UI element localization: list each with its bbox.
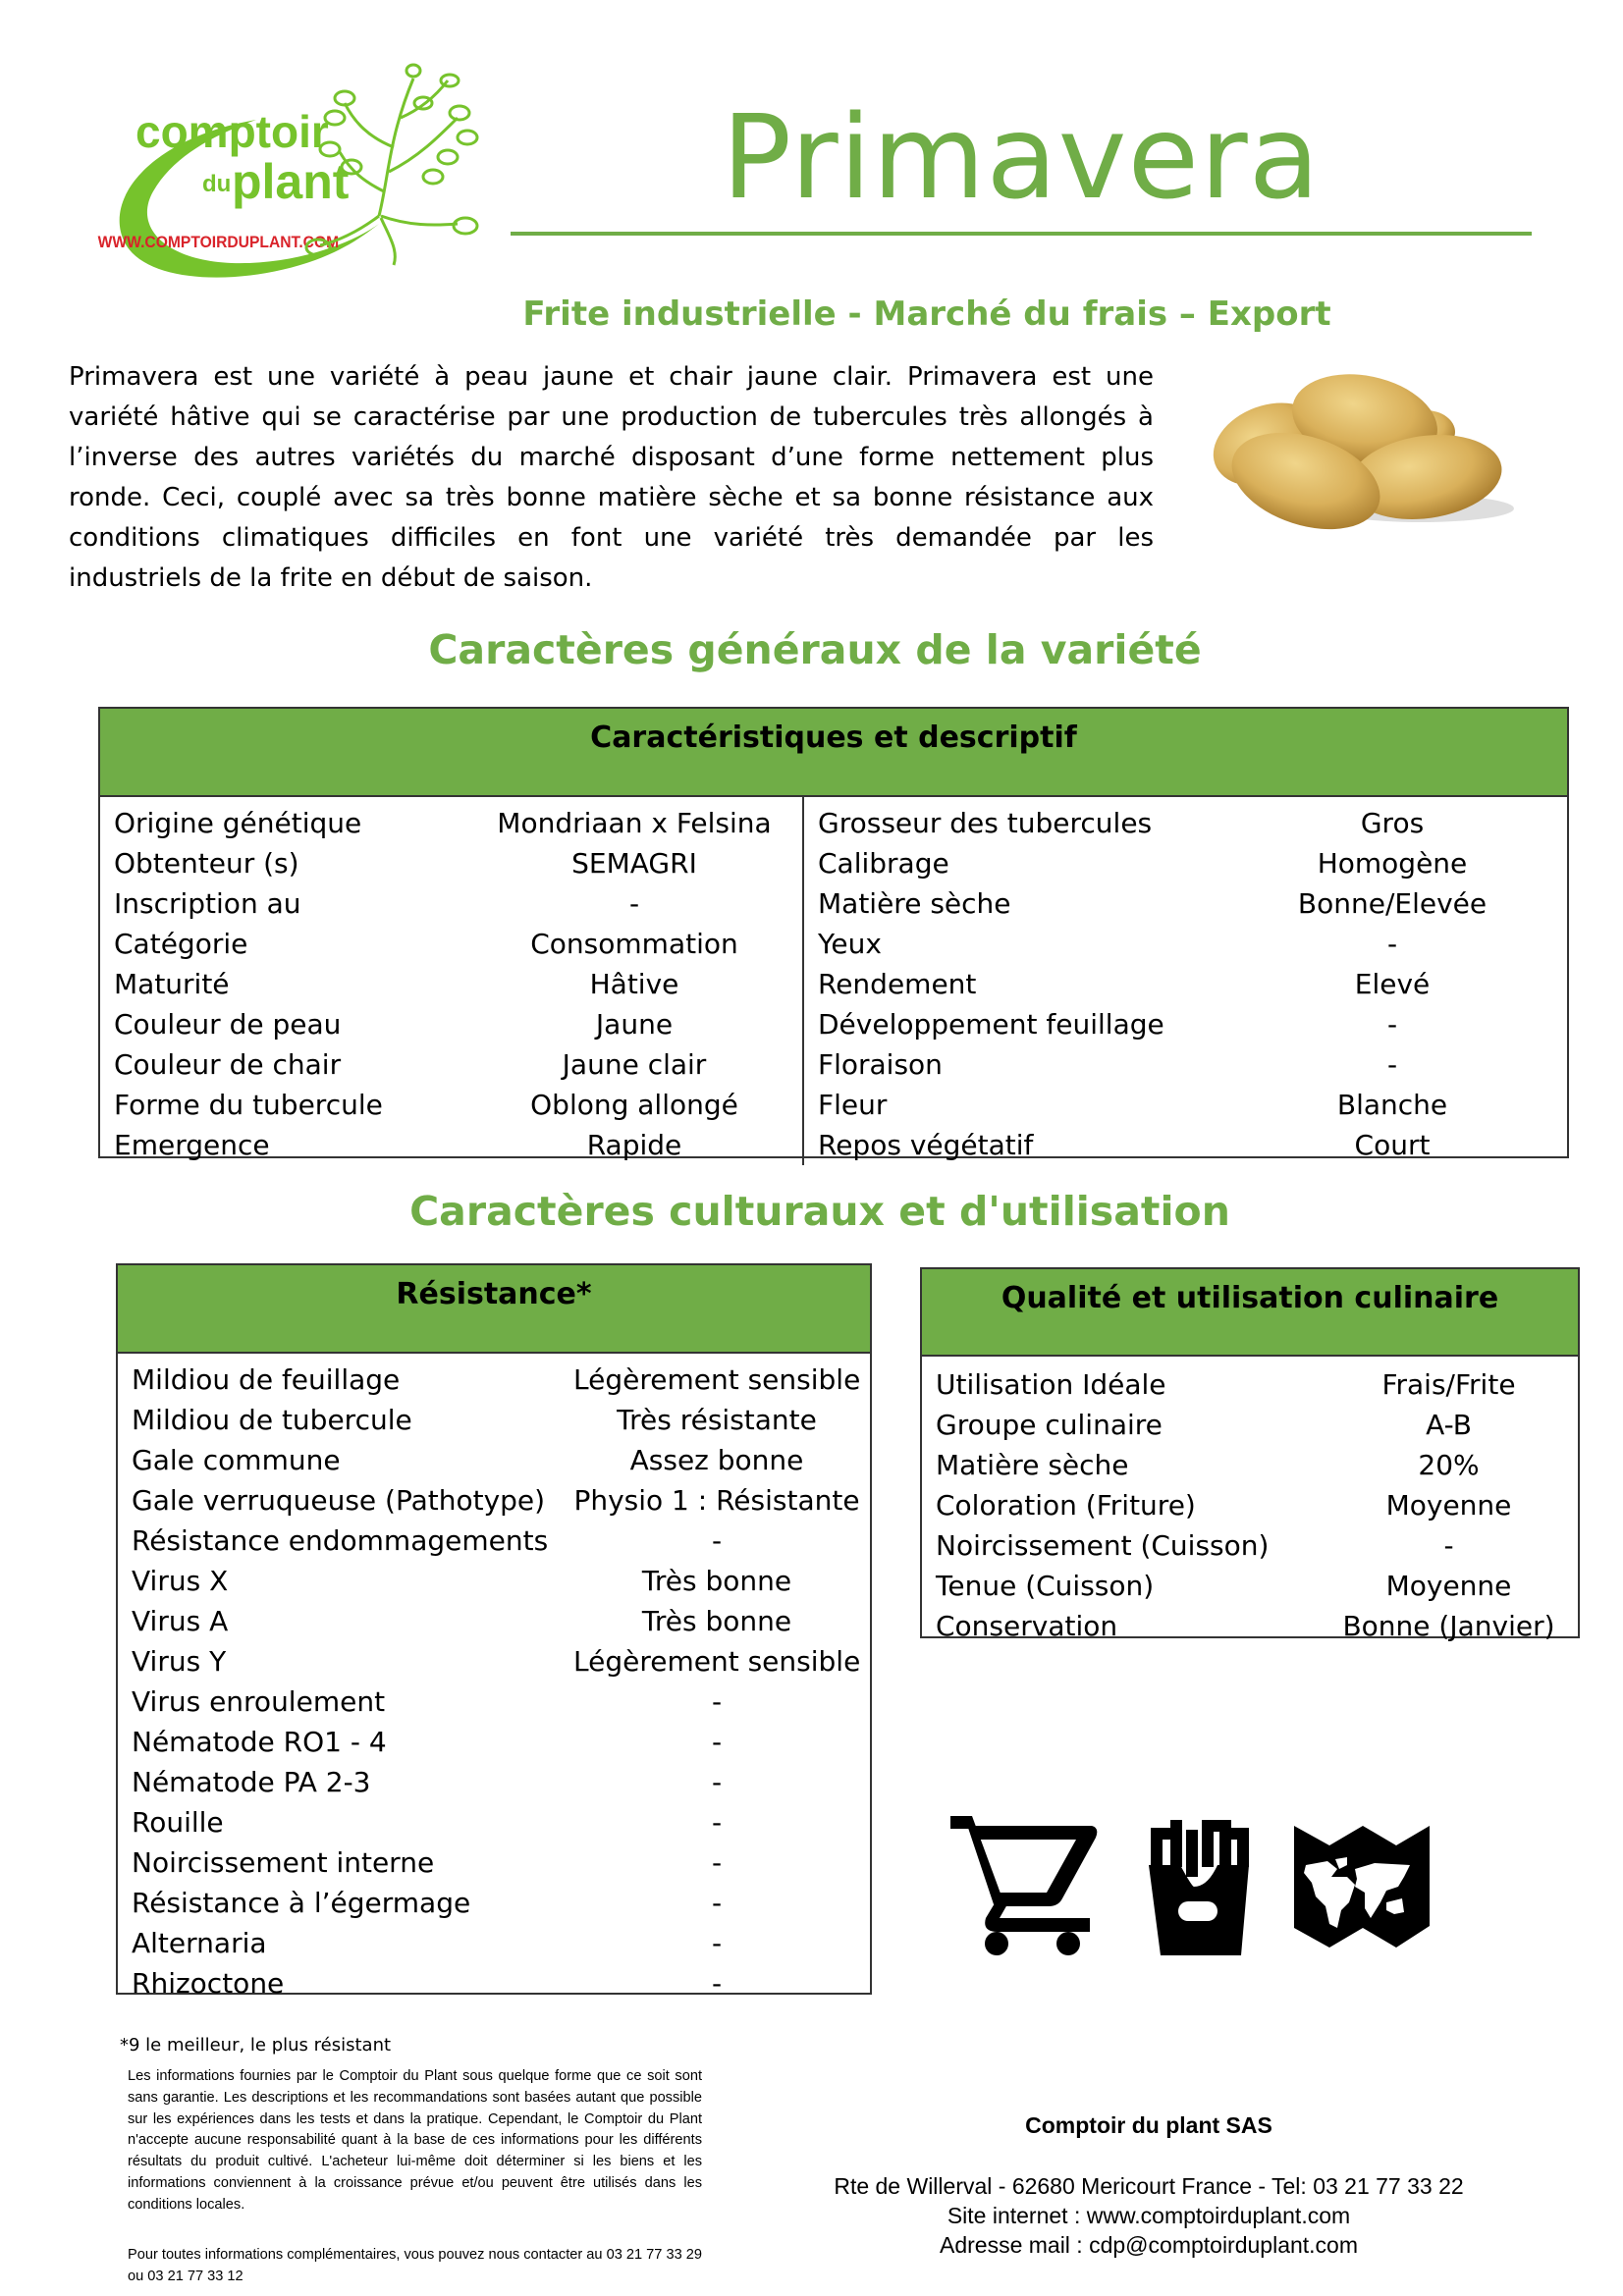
shopping-cart-icon	[950, 1816, 1097, 1955]
row-value: Frais/Frite	[1381, 1368, 1516, 1401]
table-row	[118, 1722, 870, 1762]
row-label: Calibrage	[818, 847, 949, 880]
company-name: Comptoir du plant SAS	[1025, 2112, 1272, 2138]
row-value: Très résistante	[617, 1404, 817, 1436]
row-label: Tenue (Cuisson)	[936, 1570, 1155, 1602]
table-row	[922, 1566, 1578, 1606]
table-row	[118, 1360, 870, 1400]
table-row	[100, 924, 802, 964]
row-label: Virus enroulement	[132, 1685, 386, 1718]
variety-title: Primavera	[722, 89, 1321, 225]
row-label: Résistance à l’égermage	[132, 1887, 471, 1919]
row-label: Gale commune	[132, 1444, 341, 1476]
row-value: -	[711, 1806, 723, 1839]
contact-note: Pour toutes informations complémentaires, vous pouvez nous contacter au 03 21 77 33 29 ou 03 21 77 33 12	[128, 2247, 702, 2284]
characteristics-table-header: Caractéristiques et descriptif	[100, 709, 1567, 797]
table-row	[100, 1125, 802, 1165]
row-value: Très bonne	[641, 1605, 792, 1637]
row-value: -	[1443, 1529, 1454, 1562]
row-label: Développement feuillage	[818, 1008, 1164, 1041]
table-row	[804, 883, 1567, 924]
table-row	[118, 1963, 870, 2003]
table-row	[804, 803, 1567, 843]
company-address: Rte de Willerval - 62680 Mericourt France - Tel: 03 21 77 33 22	[834, 2173, 1464, 2199]
row-label: Rhizoctone	[132, 1967, 285, 2000]
table-row	[100, 964, 802, 1004]
table-row	[118, 1440, 870, 1480]
table-row	[922, 1364, 1578, 1405]
row-label: Grosseur des tubercules	[818, 807, 1153, 839]
row-label: Groupe culinaire	[936, 1409, 1163, 1441]
row-value: Hâtive	[589, 968, 679, 1000]
row-value: Blanche	[1336, 1089, 1448, 1121]
company-info	[795, 2110, 1502, 2260]
table-row	[118, 1682, 870, 1722]
row-label: Conservation	[936, 1610, 1118, 1642]
row-label: Emergence	[114, 1129, 270, 1161]
row-value: -	[1386, 1008, 1398, 1041]
row-value: Physio 1 : Résistante	[573, 1484, 860, 1517]
row-label: Fleur	[818, 1089, 888, 1121]
row-value: Moyenne	[1385, 1489, 1512, 1522]
row-value: -	[711, 1685, 723, 1718]
row-label: Résistance endommagements	[132, 1524, 549, 1557]
row-label: Coloration (Friture)	[936, 1489, 1196, 1522]
row-value: -	[711, 1766, 723, 1798]
logo-website: WWW.COMPTOIRDUPLANT.COM	[97, 233, 340, 252]
characteristics-right-column	[804, 797, 1567, 1165]
row-label: Couleur de chair	[114, 1048, 342, 1081]
row-value: Rapide	[586, 1129, 682, 1161]
company-email[interactable]: Adresse mail : cdp@comptoirduplant.com	[939, 2232, 1359, 2258]
table-row	[118, 1883, 870, 1923]
table-row	[804, 964, 1567, 1004]
resistance-table-header: Résistance*	[118, 1265, 870, 1354]
row-label: Maturité	[114, 968, 230, 1000]
row-value: Assez bonne	[629, 1444, 804, 1476]
table-row	[118, 1641, 870, 1682]
row-value: Oblong allongé	[530, 1089, 738, 1121]
table-row	[118, 1802, 870, 1842]
table-row	[100, 1044, 802, 1085]
table-row	[118, 1400, 870, 1440]
resistance-footnote: *9 le meilleur, le plus résistant	[120, 2035, 392, 2056]
table-row	[100, 803, 802, 843]
row-label: Floraison	[818, 1048, 943, 1081]
row-value: Moyenne	[1385, 1570, 1512, 1602]
table-row	[804, 1044, 1567, 1085]
row-label: Rendement	[818, 968, 977, 1000]
row-value: Bonne (Janvier)	[1342, 1610, 1555, 1642]
row-value: -	[711, 1726, 723, 1758]
table-row	[922, 1445, 1578, 1485]
table-row	[804, 924, 1567, 964]
row-value: -	[711, 1524, 723, 1557]
row-label: Gale verruqueuse (Pathotype)	[132, 1484, 546, 1517]
row-label: Inscription au	[114, 887, 301, 920]
row-value: Elevé	[1354, 968, 1431, 1000]
row-label: Alternaria	[132, 1927, 267, 1959]
row-label: Virus X	[132, 1565, 229, 1597]
row-value: Court	[1354, 1129, 1431, 1161]
row-value: Jaune	[595, 1008, 674, 1041]
row-value: A-B	[1426, 1409, 1472, 1441]
row-value: -	[1386, 928, 1398, 960]
row-label: Obtenteur (s)	[114, 847, 299, 880]
potato-image	[1200, 361, 1524, 533]
table-row	[804, 1085, 1567, 1125]
company-website[interactable]: Site internet : www.comptoirduplant.com	[947, 2203, 1351, 2228]
row-value: Gros	[1360, 807, 1425, 839]
row-label: Couleur de peau	[114, 1008, 342, 1041]
row-label: Nématode PA 2-3	[132, 1766, 371, 1798]
row-value: -	[711, 1887, 723, 1919]
table-row	[922, 1525, 1578, 1566]
table-row	[100, 883, 802, 924]
row-label: Matière sèche	[818, 887, 1011, 920]
row-value: Légèrement sensible	[573, 1645, 861, 1678]
french-fries-icon	[1149, 1820, 1249, 1955]
row-value: Jaune clair	[562, 1048, 707, 1081]
logo-word-plant: plant	[232, 154, 350, 209]
table-row	[118, 1923, 870, 1963]
table-row	[804, 843, 1567, 883]
row-value: Bonne/Elevée	[1297, 887, 1488, 920]
row-label: Noircissement interne	[132, 1846, 435, 1879]
row-value: SEMAGRI	[571, 847, 697, 880]
row-value: -	[628, 887, 640, 920]
table-row	[100, 843, 802, 883]
row-value: -	[711, 1967, 723, 2000]
variety-subtitle: Frite industrielle - Marché du frais – Export	[522, 294, 1331, 334]
quality-table	[920, 1267, 1580, 1642]
row-label: Nématode RO1 - 4	[132, 1726, 387, 1758]
characteristics-table	[98, 707, 1569, 1161]
table-row	[118, 1521, 870, 1561]
table-row	[100, 1085, 802, 1125]
table-row	[804, 1125, 1567, 1165]
table-row	[118, 1842, 870, 1883]
table-row	[118, 1480, 870, 1521]
row-label: Utilisation Idéale	[936, 1368, 1166, 1401]
intro-paragraph: Primavera est une variété à peau jaune et chair jaune clair. Primavera est une variété hâtive qui se caractérise par une production de tubercules très allongés à l’inverse des autres variétés du marché disposant d’une forme nettement plus ronde. Ceci, couplé avec sa très bonne matière sèche et sa bonne résistance aux conditions climatiques difficiles en font une variété très demandée par les industriels de la frite en début de saison.	[69, 362, 1154, 593]
row-value: Consommation	[530, 928, 738, 960]
usage-icons	[943, 1808, 1434, 1955]
section-heading-cultural: Caractères culturaux et d'utilisation	[409, 1188, 1230, 1235]
characteristics-left-column	[100, 797, 804, 1165]
row-label: Mildiou de feuillage	[132, 1363, 401, 1396]
quality-table-header: Qualité et utilisation culinaire	[922, 1269, 1578, 1357]
table-row	[922, 1606, 1578, 1646]
disclaimer-text: Les informations fournies par le Comptoir du Plant sous quelque forme que ce soit sont sans garantie. Les descriptions et les recommandations sont basées autant que possible sur les expériences dans les tests et dans la pratique. Cependant, le Comptoir du Plant n'accepte aucune responsabilité quant à la base de ces informations pour les différents résultats du produit cultivé. L'acheteur lui-même doit déterminer si les biens et les informations conviennent à la croissance prévue et/ou peuvent être utilisés dans les conditions locales.	[128, 2068, 702, 2213]
row-value: Légèrement sensible	[573, 1363, 861, 1396]
row-value: Mondriaan x Felsina	[497, 807, 772, 839]
title-underline	[511, 232, 1532, 236]
table-row	[118, 1762, 870, 1802]
row-label: Noircissement (Cuisson)	[936, 1529, 1270, 1562]
row-label: Matière sèche	[936, 1449, 1129, 1481]
resistance-table	[116, 1263, 872, 2000]
row-value: Très bonne	[641, 1565, 792, 1597]
section-heading-general: Caractères généraux de la variété	[428, 626, 1202, 673]
row-value: -	[1386, 1048, 1398, 1081]
world-map-icon	[1294, 1826, 1430, 1948]
row-label: Catégorie	[114, 928, 248, 960]
logo-word-comptoir: comptoir	[135, 106, 329, 157]
row-label: Repos végétatif	[818, 1129, 1034, 1161]
table-row	[922, 1485, 1578, 1525]
company-logo	[94, 59, 507, 294]
row-value: 20%	[1418, 1449, 1480, 1481]
table-row	[804, 1004, 1567, 1044]
logo-word-du: du	[202, 171, 232, 197]
row-value: Homogène	[1317, 847, 1468, 880]
row-label: Forme du tubercule	[114, 1089, 383, 1121]
table-row	[118, 1601, 870, 1641]
row-label: Rouille	[132, 1806, 224, 1839]
row-label: Origine génétique	[114, 807, 362, 839]
row-label: Virus Y	[132, 1645, 227, 1678]
table-row	[922, 1405, 1578, 1445]
row-label: Virus A	[132, 1605, 229, 1637]
table-row	[118, 1561, 870, 1601]
table-row	[100, 1004, 802, 1044]
row-label: Mildiou de tubercule	[132, 1404, 412, 1436]
row-value: -	[711, 1846, 723, 1879]
row-value: -	[711, 1927, 723, 1959]
row-label: Yeux	[818, 928, 882, 960]
